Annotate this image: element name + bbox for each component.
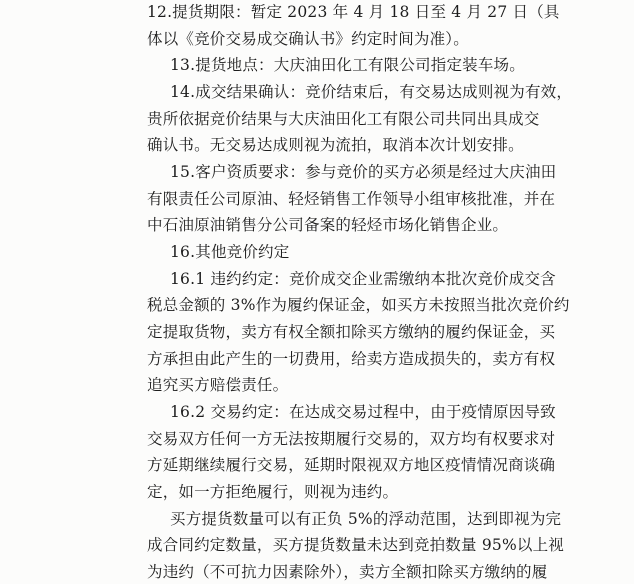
- section-heading: 16.其他竞价约定: [170, 243, 290, 261]
- text-line-4: 14.成交结果确认：竞价结束后，有交易达成则视为有效，: [170, 83, 573, 101]
- text-line-11: 16.1 违约约定：竞价成交企业需缴纳本批次竞价成交含: [170, 269, 556, 288]
- text-line-12: 税总金额的 3%作为履约保证金，如买方未按照当批次竞价约: [147, 296, 570, 315]
- text-line-13: 定提取货物，卖方有权全额扣除买方缴纳的履约保证金，买: [147, 323, 556, 341]
- text-line-5: 贵所依据竞价结果与大庆油田化工有限公司共同出具成交: [147, 109, 540, 128]
- text-line-3: 13.提货地点：大庆油田化工有限公司指定装车场。: [170, 56, 525, 75]
- text-line-22: 为违约（不可抗力因素除外），卖方全额扣除买方缴纳的履: [147, 563, 548, 581]
- text-line-19: 定，如一方拒绝履行，则视为违约。: [147, 483, 399, 501]
- text-line-18: 方延期继续履行交易，延期时限视双方地区疫情情况商谈确: [147, 456, 556, 475]
- text-line-7: 15.客户资质要求：参与竞价的买方必须是经过大庆油田: [170, 163, 557, 181]
- text-line-15: 追究买方赔偿责任。: [147, 376, 289, 395]
- text-line-14: 方承担由此产生的一切费用，给卖方造成损失的，卖方有权: [147, 349, 556, 368]
- text-line-6: 确认书。无交易达成则视为流拍，取消本次计划安排。: [147, 136, 524, 155]
- text-line-16: 16.2 交易约定：在达成交易过程中，由于疫情原因导致: [170, 403, 556, 421]
- text-line-17: 交易双方任何一方无法按期履行交易的，双方均有权要求对: [147, 429, 556, 448]
- text-line-8: 有限责任公司原油、轻烃销售工作领导小组审核批准，并在: [147, 189, 556, 208]
- text-line-20: 买方提货数量可以有正负 5%的浮动范围，达到即视为完: [170, 509, 562, 528]
- text-line-1: 12.提货期限：暂定 2023 年 4 月 18 日至 4 月 27 日（具: [147, 3, 560, 21]
- text-line-9: 中石油原油销售分公司备案的轻烃市场化销售企业。: [147, 216, 509, 235]
- text-line-2: 体以《竞价交易成交确认书》约定时间为准）。: [147, 29, 469, 48]
- text-line-21: 成合同约定数量，买方提货数量未达到竞拍数量 95%以上视: [147, 536, 564, 555]
